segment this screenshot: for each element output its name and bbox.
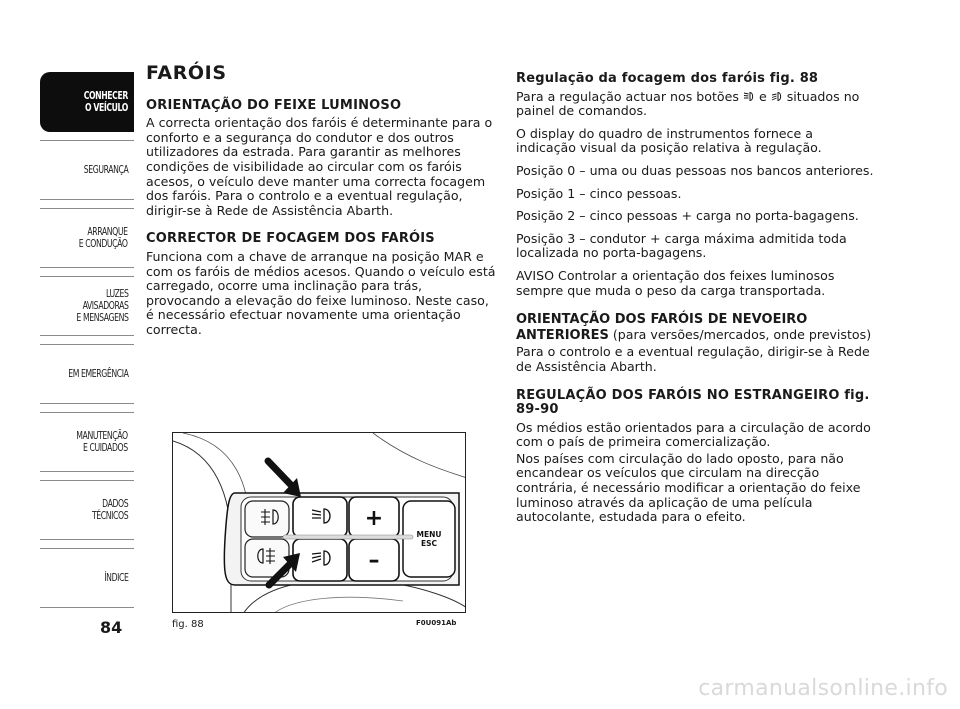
menu-label: MENU — [416, 530, 442, 539]
warning-text: AVISO Controlar a orientação dos feixes luminosos sempre que muda o peso da carga transportada. — [516, 267, 835, 298]
abroad-text-1: Os médios estão orientados para a circulação de acordo com o país de primeira comercialização. — [516, 419, 871, 450]
sidebar-tab-label: ÍNDICE — [103, 572, 128, 584]
position-3: Posição 3 – condutor + carga máxima admitida toda localizada no porta-bagagens. — [516, 230, 847, 261]
focus-text-and: e — [758, 88, 767, 104]
sidebar-tab-label: LUZES AVISADORAS E MENSAGENS — [75, 288, 128, 324]
sidebar-tab-label: DADOS TÉCNICOS — [91, 498, 128, 522]
leveling-corrector-text: Funciona com a chave de arranque na posição MAR e com os faróis de médios acesos. Quando o veículo está carregado, ocorre uma inclinação para trás, provocando a elevação do feixe luminoso. Neste caso, é necessário efectuar novamente uma orientação correcta. — [146, 248, 496, 337]
dashboard-controls-illustration — [173, 433, 466, 613]
minus-label: – — [368, 548, 380, 573]
chapter-sidebar — [40, 72, 134, 616]
page-title: FARÓIS — [146, 62, 227, 84]
position-1: Posição 1 – cinco pessoas. — [516, 185, 682, 201]
position-0: Posição 0 – uma ou duas pessoas nos bancos anteriores. — [516, 162, 874, 178]
fog-note: (para versões/mercados, onde previstos) — [612, 326, 872, 342]
focus-text-b: situados no painel de comandos. — [516, 88, 860, 119]
beam-orientation-text: A correcta orientação dos faróis é determinante para o conforto e a segurança do condutor e dos outros utilizadores da estrada. Para garantir as melhores condições de visibilidade ao circular com os faróis acesos, o veículo deve manter uma correcta focagem dos faróis. Para o controlo e a eventual regulação, dirigir-se à Rede de Assistência Abarth. — [146, 115, 493, 218]
sidebar-tab[interactable] — [40, 72, 134, 132]
esc-label: ESC — [420, 539, 438, 548]
fog-text: Para o controlo e a eventual regulação, dirigir-se à Rede de Assistência Abarth. — [516, 344, 870, 374]
section-heading-abroad: REGULAÇÃO DOS FARÓIS NO ESTRANGEIRO fig. 89-90 — [516, 387, 870, 418]
figure-caption: fig. 88 — [172, 619, 204, 630]
figure-88 — [172, 432, 466, 613]
figure-code: F0U091Ab — [416, 619, 457, 627]
sidebar-tab-label: EM EMERGÊNCIA — [67, 368, 128, 380]
sidebar-tab-label: MANUTENÇÃO E CUIDADOS — [76, 430, 128, 454]
section-heading-focus-adjustment: Regulação da focagem dos faróis fig. 88 — [516, 71, 819, 86]
page-number: 84 — [100, 618, 123, 637]
sidebar-tab-label: CONHECER O VEÍCULO — [83, 90, 128, 114]
sidebar-tab-label: ARRANQUE E CONDUÇÃO — [79, 226, 128, 250]
sidebar-tab[interactable] — [40, 412, 134, 472]
sidebar-tab[interactable] — [40, 140, 134, 200]
sidebar-tab[interactable] — [40, 344, 134, 404]
left-column — [146, 62, 498, 346]
focus-adjustment-text — [516, 90, 876, 119]
sidebar-tab-label: SEGURANÇA — [83, 164, 128, 176]
sidebar-tab[interactable] — [40, 276, 134, 336]
sidebar-tab[interactable] — [40, 480, 134, 540]
focus-text-a: Para a regulação actuar nos botões — [516, 88, 739, 104]
right-column — [516, 72, 876, 533]
sidebar-tab[interactable] — [40, 548, 134, 608]
section-heading-fog-lights: ORIENTAÇÃO DOS FARÓIS DE NEVOEIRO ANTERIORES — [516, 312, 808, 343]
section-heading-beam-orientation: ORIENTAÇÃO DO FEIXE LUMINOSO — [146, 97, 402, 113]
sidebar-tab[interactable] — [40, 208, 134, 268]
watermark: carmanualsonline.info — [698, 676, 948, 701]
headlight-up-icon — [743, 91, 755, 102]
fog-section — [516, 312, 876, 343]
section-heading-leveling-corrector: CORRECTOR DE FOCAGEM DOS FARÓIS — [146, 231, 435, 247]
headlight-down-icon — [771, 91, 783, 102]
display-info-text: O display do quadro de instrumentos fornece a indicação visual da posição relativa à regulação. — [516, 125, 822, 156]
abroad-text-2: Nos países com circulação do lado oposto, para não encandear os veículos que circulam na direcção contrária, é necessário modificar a orientação do feixe luminoso através da aplicação de uma película autocolante, estudada para o efeito. — [516, 450, 861, 525]
plus-label: + — [364, 506, 384, 531]
arrow-up-button-pointer — [268, 461, 301, 497]
position-2: Posição 2 – cinco pessoas + carga no porta-bagagens. — [516, 208, 859, 224]
